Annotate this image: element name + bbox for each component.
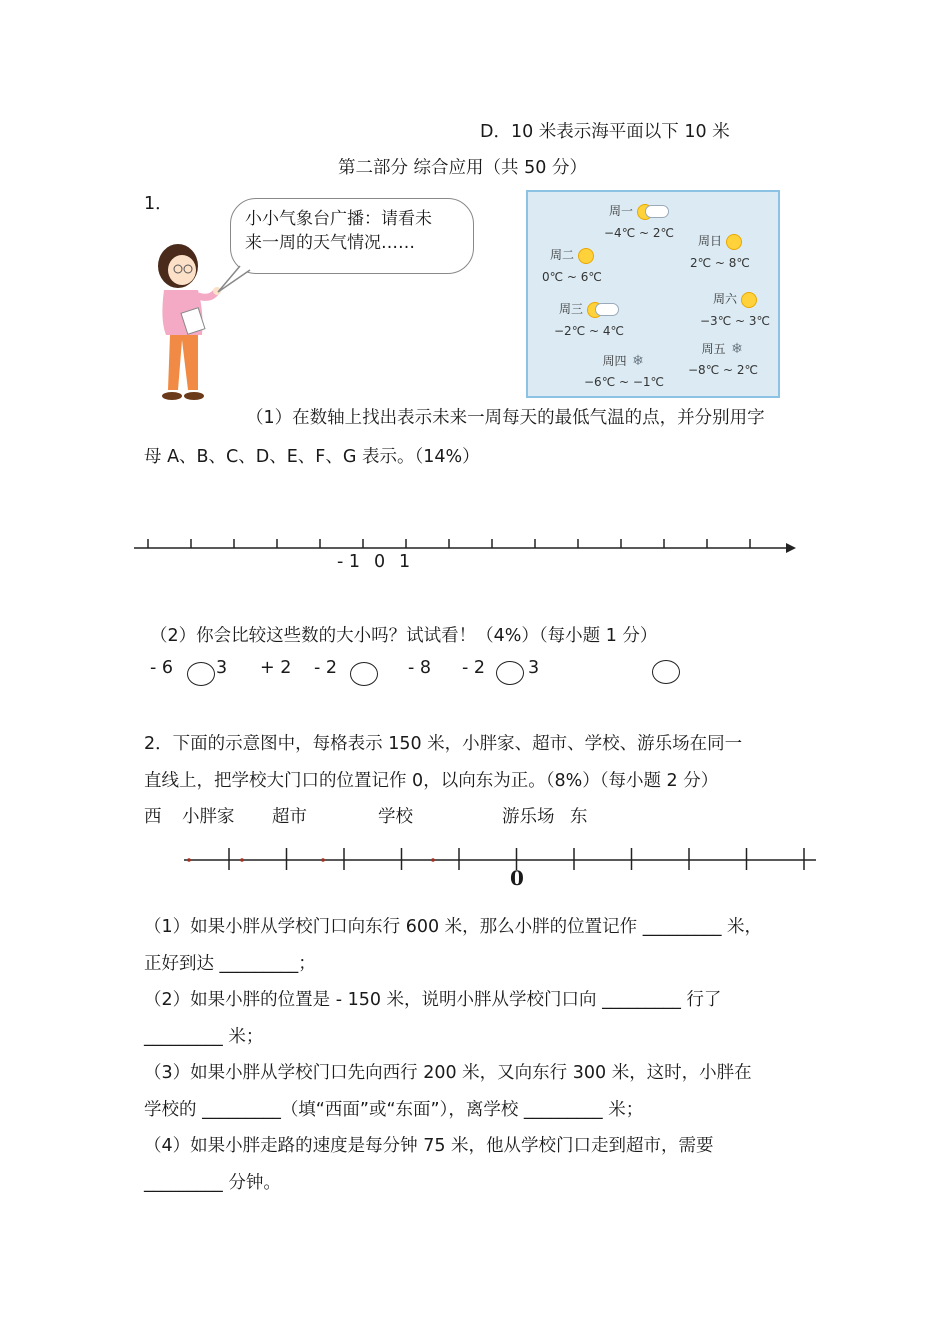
sun-icon <box>726 234 742 250</box>
q1-part1-line2: 母 A、B、C、D、E、F、G 表示。（14%） <box>144 447 480 467</box>
q2-s4-line2: _________ 分钟。 <box>144 1173 281 1193</box>
compare-blank-3[interactable] <box>496 661 524 685</box>
q2-s2-line1: （2）如果小胖的位置是 - 150 米，说明小胖从学校门口向 _________ 行了 <box>144 990 722 1010</box>
number-line-1 <box>130 534 800 558</box>
compare-b-left: + 2 <box>260 658 292 678</box>
label-park: 游乐场 <box>502 807 555 827</box>
weather-panel <box>526 190 780 398</box>
compare-a-right: 3 <box>216 658 228 678</box>
label-home: 小胖家 <box>182 807 235 827</box>
speech-line-2: 来一周的天气情况…… <box>245 233 415 253</box>
compare-c-right: - 2 <box>462 658 486 678</box>
number-line-2 <box>180 846 820 876</box>
weather-day-wed: 周三 −2℃ ~ 4℃ <box>554 302 624 338</box>
weather-day-sat: 周六 −3℃ ~ 3℃ <box>700 292 770 328</box>
cloud-icon <box>595 303 619 316</box>
weather-day-sun: 周日 2℃ ~ 8℃ <box>690 234 750 270</box>
axis-label-1: 1 <box>399 552 411 572</box>
label-supermarket: 超市 <box>272 807 307 827</box>
zero-label: 0 <box>510 866 524 890</box>
compare-d-left: 3 <box>528 658 540 678</box>
axis-label-minus1: - 1 <box>337 552 361 572</box>
snowflake-icon: ❄ <box>731 341 743 357</box>
speech-bubble-tail <box>214 262 254 302</box>
speech-bubble <box>230 198 474 274</box>
label-school: 学校 <box>378 807 413 827</box>
compare-c-left: - 8 <box>408 658 432 678</box>
weather-day-fri: 周五 ❄ −8℃ ~ 2℃ <box>688 341 758 377</box>
q2-s3-line1: （3）如果小胖从学校门口先向西行 200 米，又向东行 300 米，这时，小胖在 <box>144 1063 752 1083</box>
weather-day-thu: 周四 ❄ −6℃ ~ −1℃ <box>584 353 665 389</box>
compare-b-right: - 2 <box>314 658 338 678</box>
q2-s1-line2: 正好到达 _________； <box>144 954 316 974</box>
option-d: D．10 米表示海平面以下 10 米 <box>480 122 730 142</box>
sun-icon <box>741 292 757 308</box>
q2-line1: 2．下面的示意图中，每格表示 150 米，小胖家、超市、学校、游乐场在同一 <box>144 734 743 754</box>
q2-s2-line2: _________ 米； <box>144 1027 264 1047</box>
label-east: 东 <box>570 807 588 827</box>
q1-number: 1． <box>144 194 173 214</box>
compare-a-left: - 6 <box>150 658 174 678</box>
speech-line-1: 小小气象台广播：请看未 <box>245 209 432 229</box>
snowflake-icon: ❄ <box>632 353 644 369</box>
compare-blank-4[interactable] <box>652 660 680 684</box>
axis-label-0: 0 <box>374 552 386 572</box>
q2-s1-line1: （1）如果小胖从学校门口向东行 600 米，那么小胖的位置记作 _________ 米， <box>144 917 763 937</box>
section-title: 第二部分 综合应用（共 50 分） <box>338 158 587 178</box>
weather-day-tue: 周二 0℃ ~ 6℃ <box>542 248 602 284</box>
compare-blank-1[interactable] <box>187 662 215 686</box>
label-west: 西 <box>144 807 162 827</box>
q2-s4-line1: （4）如果小胖走路的速度是每分钟 75 米，他从学校门口走到超市，需要 <box>144 1136 714 1156</box>
sun-icon <box>578 248 594 264</box>
cloud-icon <box>645 205 669 218</box>
q1-part1-line1: （1）在数轴上找出表示未来一周每天的最低气温的点，并分别用字 <box>246 408 765 428</box>
weather-day-mon: 周一 −4℃ ~ 2℃ <box>604 204 674 240</box>
q2-s3-line2: 学校的 _________（填“西面”或“东面”），离学校 _________ 米； <box>144 1100 644 1120</box>
q1-part2-text: （2）你会比较这些数的大小吗？试试看！（4%）（每小题 1 分） <box>150 626 658 646</box>
q2-line2: 直线上，把学校大门口的位置记作 0，以向东为正。（8%）（每小题 2 分） <box>144 771 719 791</box>
compare-blank-2[interactable] <box>350 662 378 686</box>
